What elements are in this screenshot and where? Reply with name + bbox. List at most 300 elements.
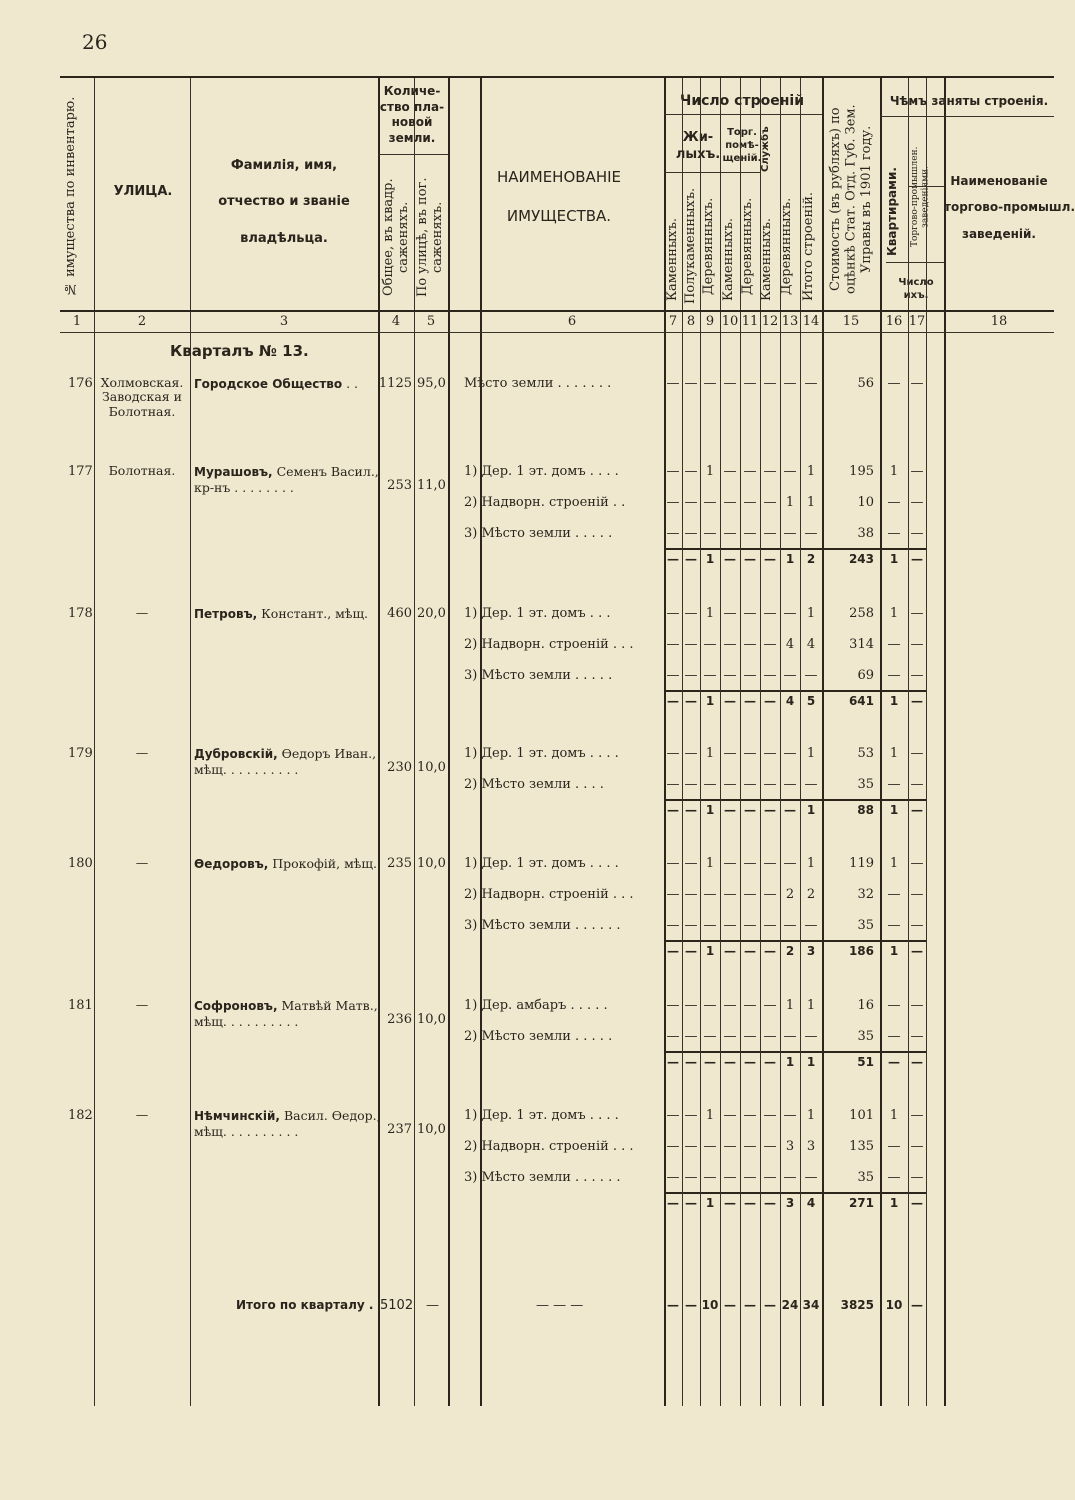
subtotal-count: 186 bbox=[848, 944, 874, 958]
subtotal-count: — bbox=[911, 552, 923, 566]
building-count: — bbox=[887, 526, 901, 541]
building-count: — bbox=[703, 1029, 717, 1044]
subtotal-count: — bbox=[667, 803, 679, 817]
column-rule bbox=[414, 76, 415, 1406]
building-count: — bbox=[910, 464, 924, 479]
building-count: — bbox=[703, 376, 717, 391]
column-number: 14 bbox=[802, 314, 820, 329]
building-count: 1 bbox=[785, 998, 795, 1013]
building-count: — bbox=[723, 637, 737, 652]
header-col10: Каменныхъ. bbox=[721, 217, 736, 301]
header-sub-rule bbox=[664, 114, 822, 115]
subtotal-count: 1 bbox=[889, 944, 899, 958]
building-count: — bbox=[684, 887, 698, 902]
property-item: 3) Мѣсто земли . . . . . . bbox=[464, 1170, 621, 1185]
header-trade: Торг. помѣ- щеній. bbox=[722, 127, 762, 164]
building-count: — bbox=[723, 495, 737, 510]
building-count: — bbox=[723, 856, 737, 871]
property-item: 1) Дер. 1 эт. домъ . . . . bbox=[464, 1108, 619, 1123]
building-count: — bbox=[684, 856, 698, 871]
property-item: 1) Дер. 1 эт. домъ . . . . bbox=[464, 856, 619, 871]
column-number: 16 bbox=[885, 314, 903, 329]
grand-total-count: 3825 bbox=[840, 1298, 874, 1312]
subtotal-count: 1 bbox=[889, 552, 899, 566]
column-rule bbox=[908, 76, 909, 1406]
subtotal-count: — bbox=[888, 1055, 900, 1069]
building-count: — bbox=[684, 918, 698, 933]
header-inventory-number: № имущества по инвентарю. bbox=[63, 96, 78, 296]
building-count: — bbox=[703, 777, 717, 792]
frontage: 10,0 bbox=[417, 1122, 446, 1137]
building-count: — bbox=[743, 464, 757, 479]
building-count: 1 bbox=[889, 856, 899, 871]
column-rule bbox=[944, 76, 946, 1406]
subtotal-count: — bbox=[685, 803, 697, 817]
building-count: — bbox=[684, 606, 698, 621]
building-count: — bbox=[783, 746, 797, 761]
building-count: 1 bbox=[705, 856, 715, 871]
land-area: 236 bbox=[387, 1012, 412, 1027]
building-count: — bbox=[887, 1170, 901, 1185]
subtotal-count: — bbox=[911, 803, 923, 817]
header-col11: Деревянныхъ. bbox=[740, 197, 755, 295]
building-count: — bbox=[887, 998, 901, 1013]
frontage: 10,0 bbox=[417, 856, 446, 871]
building-count: 195 bbox=[849, 464, 874, 479]
building-count: — bbox=[910, 668, 924, 683]
header-count: Число ихъ. bbox=[898, 277, 934, 301]
building-count: — bbox=[666, 464, 680, 479]
subtotal-count: — bbox=[744, 1055, 756, 1069]
building-count: — bbox=[666, 526, 680, 541]
building-count: — bbox=[666, 887, 680, 902]
subtotal-count: — bbox=[724, 1196, 736, 1210]
subtotal-count: 4 bbox=[806, 1196, 816, 1210]
subtotal-count: 88 bbox=[857, 803, 874, 817]
building-count: — bbox=[723, 1170, 737, 1185]
land-area: 1125 bbox=[378, 376, 412, 391]
header-sub-rule bbox=[664, 172, 760, 173]
building-count: — bbox=[743, 918, 757, 933]
column-number: 15 bbox=[842, 314, 860, 329]
building-count: 2 bbox=[785, 887, 795, 902]
column-rule bbox=[190, 76, 191, 1406]
building-count: — bbox=[703, 918, 717, 933]
building-count: — bbox=[804, 668, 818, 683]
property-item: 2) Надворн. строеній . . . bbox=[464, 1139, 634, 1154]
subtotal-count: 51 bbox=[857, 1055, 874, 1069]
header-col12: Каменныхъ. bbox=[759, 217, 774, 301]
building-count: 1 bbox=[705, 746, 715, 761]
building-count: 32 bbox=[857, 887, 874, 902]
subtotal-count: — bbox=[685, 944, 697, 958]
building-count: 1 bbox=[705, 1108, 715, 1123]
subtotal-count: — bbox=[685, 1196, 697, 1210]
column-number: 1 bbox=[72, 314, 82, 329]
owner-surname: Софроновъ, bbox=[194, 999, 278, 1013]
building-count: 35 bbox=[857, 1029, 874, 1044]
building-count: — bbox=[666, 495, 680, 510]
column-number: 11 bbox=[741, 314, 759, 329]
subtotal-count: 1 bbox=[705, 694, 715, 708]
building-count: — bbox=[887, 1139, 901, 1154]
building-count: — bbox=[703, 887, 717, 902]
building-count: 35 bbox=[857, 777, 874, 792]
building-count: 53 bbox=[857, 746, 874, 761]
building-count: — bbox=[763, 464, 777, 479]
building-count: — bbox=[783, 464, 797, 479]
building-count: — bbox=[723, 606, 737, 621]
building-count: — bbox=[723, 526, 737, 541]
building-count: — bbox=[783, 526, 797, 541]
header-land-group: Количе- ство пла- новой земли. bbox=[379, 84, 445, 145]
subtotal-count: — bbox=[764, 552, 776, 566]
building-count: — bbox=[666, 1029, 680, 1044]
column-number: 18 bbox=[990, 314, 1008, 329]
building-count: 56 bbox=[857, 376, 874, 391]
owner-surname: Дубровскій, bbox=[194, 747, 278, 761]
column-number: 3 bbox=[279, 314, 289, 329]
property-item: 2) Надворн. строеній . . . bbox=[464, 637, 634, 652]
building-count: — bbox=[910, 495, 924, 510]
building-count: — bbox=[723, 746, 737, 761]
building-count: — bbox=[703, 526, 717, 541]
building-count: — bbox=[684, 1029, 698, 1044]
building-count: — bbox=[887, 495, 901, 510]
building-count: — bbox=[763, 668, 777, 683]
column-number: 13 bbox=[781, 314, 799, 329]
building-count: — bbox=[723, 668, 737, 683]
frontage: 10,0 bbox=[417, 1012, 446, 1027]
subtotal-count: — bbox=[724, 944, 736, 958]
inventory-number: 179 bbox=[68, 746, 93, 761]
column-rule bbox=[780, 76, 781, 1406]
header-frontage: По улицѣ, въ пог. саженяхъ. bbox=[415, 177, 445, 297]
building-count: — bbox=[666, 606, 680, 621]
frontage: 11,0 bbox=[417, 478, 446, 493]
building-count: — bbox=[783, 1029, 797, 1044]
header-top-rule bbox=[60, 76, 1054, 78]
column-number: 17 bbox=[908, 314, 926, 329]
building-count: — bbox=[887, 376, 901, 391]
street-name: Болотная. bbox=[108, 463, 176, 478]
grand-total-count: — bbox=[744, 1298, 756, 1312]
header-col8: Полукаменныхъ. bbox=[683, 187, 698, 305]
building-count: 258 bbox=[849, 606, 874, 621]
subtotal-count: — bbox=[724, 803, 736, 817]
building-count: — bbox=[804, 1029, 818, 1044]
property-item: 2) Надворн. строеній . . . bbox=[464, 887, 634, 902]
building-count: 10 bbox=[857, 495, 874, 510]
street-name: — bbox=[135, 745, 149, 760]
grand-total-count: — bbox=[764, 1298, 776, 1312]
building-count: — bbox=[666, 746, 680, 761]
building-count: — bbox=[910, 1029, 924, 1044]
building-count: — bbox=[703, 1139, 717, 1154]
subtotal-count: — bbox=[911, 944, 923, 958]
land-area: 237 bbox=[387, 1122, 412, 1137]
owner-name: Мурашовъ, Семенъ Васил., кр-нъ . . . . . . . . bbox=[194, 464, 379, 495]
building-count: — bbox=[703, 668, 717, 683]
inventory-number: 178 bbox=[68, 606, 93, 621]
column-rule bbox=[926, 76, 927, 1406]
frontage: 95,0 bbox=[417, 376, 446, 391]
column-rule bbox=[448, 76, 450, 1406]
owner-name: Софроновъ, Матвѣй Матв., мѣщ. . . . . . . . . . bbox=[194, 998, 378, 1029]
street-name: — bbox=[135, 1107, 149, 1122]
inventory-number: 177 bbox=[68, 464, 93, 479]
owner-name: Дубровскій, Ѳедоръ Иван., мѣщ. . . . . . . . . . bbox=[194, 746, 377, 777]
subtotal-count: — bbox=[744, 944, 756, 958]
header-col9: Деревянныхъ. bbox=[701, 197, 716, 295]
building-count: — bbox=[684, 777, 698, 792]
building-count: — bbox=[783, 668, 797, 683]
building-count: — bbox=[910, 887, 924, 902]
subtotal-count: — bbox=[911, 694, 923, 708]
subtotal-count: 2 bbox=[806, 552, 816, 566]
column-rule bbox=[94, 76, 95, 1406]
subtotal-count: — bbox=[667, 694, 679, 708]
building-count: — bbox=[910, 637, 924, 652]
building-count: 135 bbox=[849, 1139, 874, 1154]
building-count: — bbox=[743, 1108, 757, 1123]
street-name: — bbox=[135, 997, 149, 1012]
property-item: 2) Мѣсто земли . . . . bbox=[464, 777, 604, 792]
header-residential: Жи- лыхъ. bbox=[675, 130, 721, 162]
building-count: — bbox=[743, 1029, 757, 1044]
building-count: 1 bbox=[806, 606, 816, 621]
building-count: — bbox=[763, 746, 777, 761]
property-item: 2) Мѣсто земли . . . . . bbox=[464, 1029, 613, 1044]
owner-surname: Ѳедоровъ, bbox=[194, 857, 269, 871]
building-count: 101 bbox=[849, 1108, 874, 1123]
subtotal-rule bbox=[664, 690, 926, 692]
building-count: — bbox=[723, 464, 737, 479]
column-rule bbox=[700, 76, 701, 1406]
building-count: 16 bbox=[857, 998, 874, 1013]
building-count: 69 bbox=[857, 668, 874, 683]
subtotal-rule bbox=[664, 1051, 926, 1053]
building-count: — bbox=[763, 918, 777, 933]
owner-name: Городское Общество . . bbox=[194, 376, 359, 391]
building-count: — bbox=[910, 1170, 924, 1185]
building-count: — bbox=[804, 526, 818, 541]
column-number: 2 bbox=[137, 314, 147, 329]
subtotal-count: 1 bbox=[806, 1055, 816, 1069]
building-count: — bbox=[684, 637, 698, 652]
building-count: 3 bbox=[806, 1139, 816, 1154]
subtotal-count: 4 bbox=[785, 694, 795, 708]
subtotal-count: — bbox=[667, 1196, 679, 1210]
subtotal-count: — bbox=[724, 552, 736, 566]
property-item: 2) Надворн. строеній . . bbox=[464, 495, 626, 510]
building-count: — bbox=[910, 376, 924, 391]
subtotal-count: — bbox=[764, 803, 776, 817]
building-count: — bbox=[910, 526, 924, 541]
subtotal-count: — bbox=[744, 1196, 756, 1210]
building-count: — bbox=[666, 1139, 680, 1154]
building-count: — bbox=[887, 777, 901, 792]
subtotal-count: 3 bbox=[806, 944, 816, 958]
subtotal-count: — bbox=[744, 694, 756, 708]
building-count: — bbox=[910, 998, 924, 1013]
building-count: — bbox=[723, 1029, 737, 1044]
subtotal-count: — bbox=[685, 552, 697, 566]
inventory-number: 176 bbox=[68, 376, 93, 391]
header-establishment-name: Наименованіе торгово-промышл. заведеній. bbox=[944, 174, 1075, 241]
building-count: — bbox=[666, 918, 680, 933]
building-count: — bbox=[887, 668, 901, 683]
property-item: 1) Дер. 1 эт. домъ . . . . bbox=[464, 746, 619, 761]
grand-total-count: 10 bbox=[885, 1298, 903, 1312]
building-count: — bbox=[763, 606, 777, 621]
block-title: Кварталъ № 13. bbox=[170, 342, 309, 360]
building-count: — bbox=[763, 637, 777, 652]
building-count: 35 bbox=[857, 918, 874, 933]
subtotal-count: — bbox=[724, 1055, 736, 1069]
column-rule bbox=[800, 76, 801, 1406]
subtotal-rule bbox=[664, 1192, 926, 1194]
property-item: 1) Дер. 1 эт. домъ . . . . bbox=[464, 464, 619, 479]
building-count: 4 bbox=[785, 637, 795, 652]
building-count: — bbox=[783, 856, 797, 871]
building-count: 119 bbox=[849, 856, 874, 871]
building-count: — bbox=[723, 1108, 737, 1123]
building-count: — bbox=[703, 495, 717, 510]
header-service: Службъ bbox=[760, 126, 771, 172]
building-count: — bbox=[666, 668, 680, 683]
inventory-number: 182 bbox=[68, 1108, 93, 1123]
subtotal-count: — bbox=[744, 552, 756, 566]
column-number: 10 bbox=[721, 314, 739, 329]
building-count: — bbox=[743, 887, 757, 902]
grand-total-count: — bbox=[667, 1298, 679, 1312]
building-count: — bbox=[763, 526, 777, 541]
building-count: — bbox=[723, 998, 737, 1013]
building-count: 1 bbox=[806, 464, 816, 479]
property-item: Мѣсто земли . . . . . . . bbox=[464, 376, 612, 391]
building-count: — bbox=[783, 1108, 797, 1123]
subtotal-count: 1 bbox=[889, 1196, 899, 1210]
subtotal-count: 271 bbox=[848, 1196, 874, 1210]
building-count: — bbox=[743, 856, 757, 871]
building-count: — bbox=[910, 1139, 924, 1154]
building-count: — bbox=[910, 606, 924, 621]
column-rule bbox=[720, 76, 721, 1406]
header-sub-rule bbox=[880, 116, 1054, 117]
subtotal-rule bbox=[664, 940, 926, 942]
building-count: — bbox=[684, 1108, 698, 1123]
building-count: 35 bbox=[857, 1170, 874, 1185]
property-item: 1) Дер. амбаръ . . . . . bbox=[464, 998, 608, 1013]
building-count: 1 bbox=[889, 1108, 899, 1123]
building-count: — bbox=[910, 1108, 924, 1123]
grand-total-area: 5102 bbox=[380, 1298, 414, 1313]
building-count: 1 bbox=[705, 464, 715, 479]
building-count: 1 bbox=[806, 495, 816, 510]
owner-name: Ѳедоровъ, Прокофій, мѣщ. bbox=[194, 856, 377, 871]
building-count: — bbox=[666, 998, 680, 1013]
grand-total-name: — — — bbox=[536, 1298, 584, 1313]
register-table bbox=[60, 76, 1075, 1406]
owner-surname: Мурашовъ, bbox=[194, 465, 273, 479]
land-area: 253 bbox=[387, 478, 412, 493]
grand-total-count: — bbox=[685, 1298, 697, 1312]
building-count: — bbox=[684, 526, 698, 541]
building-count: — bbox=[783, 606, 797, 621]
grand-total-label: Итого по кварталу . bbox=[236, 1298, 374, 1312]
street-name: Холмовская. Заводская и Болотная. bbox=[100, 375, 184, 419]
header-occupied-group: Чѣмъ заняты строенія. bbox=[889, 94, 1049, 108]
subtotal-count: 243 bbox=[848, 552, 874, 566]
building-count: 314 bbox=[849, 637, 874, 652]
subtotal-count: — bbox=[667, 944, 679, 958]
building-count: — bbox=[743, 1170, 757, 1185]
street-name: — bbox=[135, 855, 149, 870]
building-count: — bbox=[684, 464, 698, 479]
column-rule bbox=[682, 76, 683, 1406]
header-street: УЛИЦА. bbox=[113, 184, 173, 199]
building-count: — bbox=[763, 887, 777, 902]
header-col13: Деревянныхъ. bbox=[779, 197, 794, 295]
building-count: 38 bbox=[857, 526, 874, 541]
building-count: — bbox=[723, 887, 737, 902]
building-count: 4 bbox=[806, 637, 816, 652]
building-count: — bbox=[763, 1139, 777, 1154]
column-rule bbox=[880, 76, 882, 1406]
frontage: 10,0 bbox=[417, 760, 446, 775]
building-count: — bbox=[723, 777, 737, 792]
inventory-number: 181 bbox=[68, 998, 93, 1013]
subtotal-count: 3 bbox=[785, 1196, 795, 1210]
grand-total-count: 24 bbox=[781, 1298, 799, 1312]
building-count: — bbox=[684, 668, 698, 683]
building-count: — bbox=[743, 376, 757, 391]
building-count: — bbox=[743, 526, 757, 541]
building-count: — bbox=[743, 637, 757, 652]
building-count: — bbox=[763, 998, 777, 1013]
owner-surname: Петровъ, bbox=[194, 607, 258, 621]
subtotal-count: — bbox=[744, 803, 756, 817]
building-count: — bbox=[703, 637, 717, 652]
building-count: — bbox=[666, 1108, 680, 1123]
building-count: — bbox=[783, 376, 797, 391]
subtotal-count: — bbox=[704, 1055, 716, 1069]
building-count: — bbox=[743, 998, 757, 1013]
subtotal-count: — bbox=[667, 552, 679, 566]
building-count: — bbox=[783, 777, 797, 792]
column-rule bbox=[760, 76, 761, 1406]
building-count: — bbox=[763, 495, 777, 510]
grand-total-count: 34 bbox=[802, 1298, 820, 1312]
building-count: — bbox=[804, 1170, 818, 1185]
building-count: — bbox=[887, 887, 901, 902]
building-count: — bbox=[743, 777, 757, 792]
building-count: — bbox=[666, 777, 680, 792]
building-count: — bbox=[804, 918, 818, 933]
header-sub-rule bbox=[908, 186, 944, 187]
building-count: 1 bbox=[785, 495, 795, 510]
page-number: 26 bbox=[82, 30, 108, 54]
subtotal-count: — bbox=[764, 694, 776, 708]
building-count: — bbox=[723, 1139, 737, 1154]
building-count: — bbox=[743, 495, 757, 510]
column-number: 7 bbox=[668, 314, 678, 329]
building-count: 1 bbox=[705, 606, 715, 621]
land-area: 460 bbox=[387, 606, 412, 621]
building-count: — bbox=[763, 1170, 777, 1185]
column-number: 12 bbox=[761, 314, 779, 329]
